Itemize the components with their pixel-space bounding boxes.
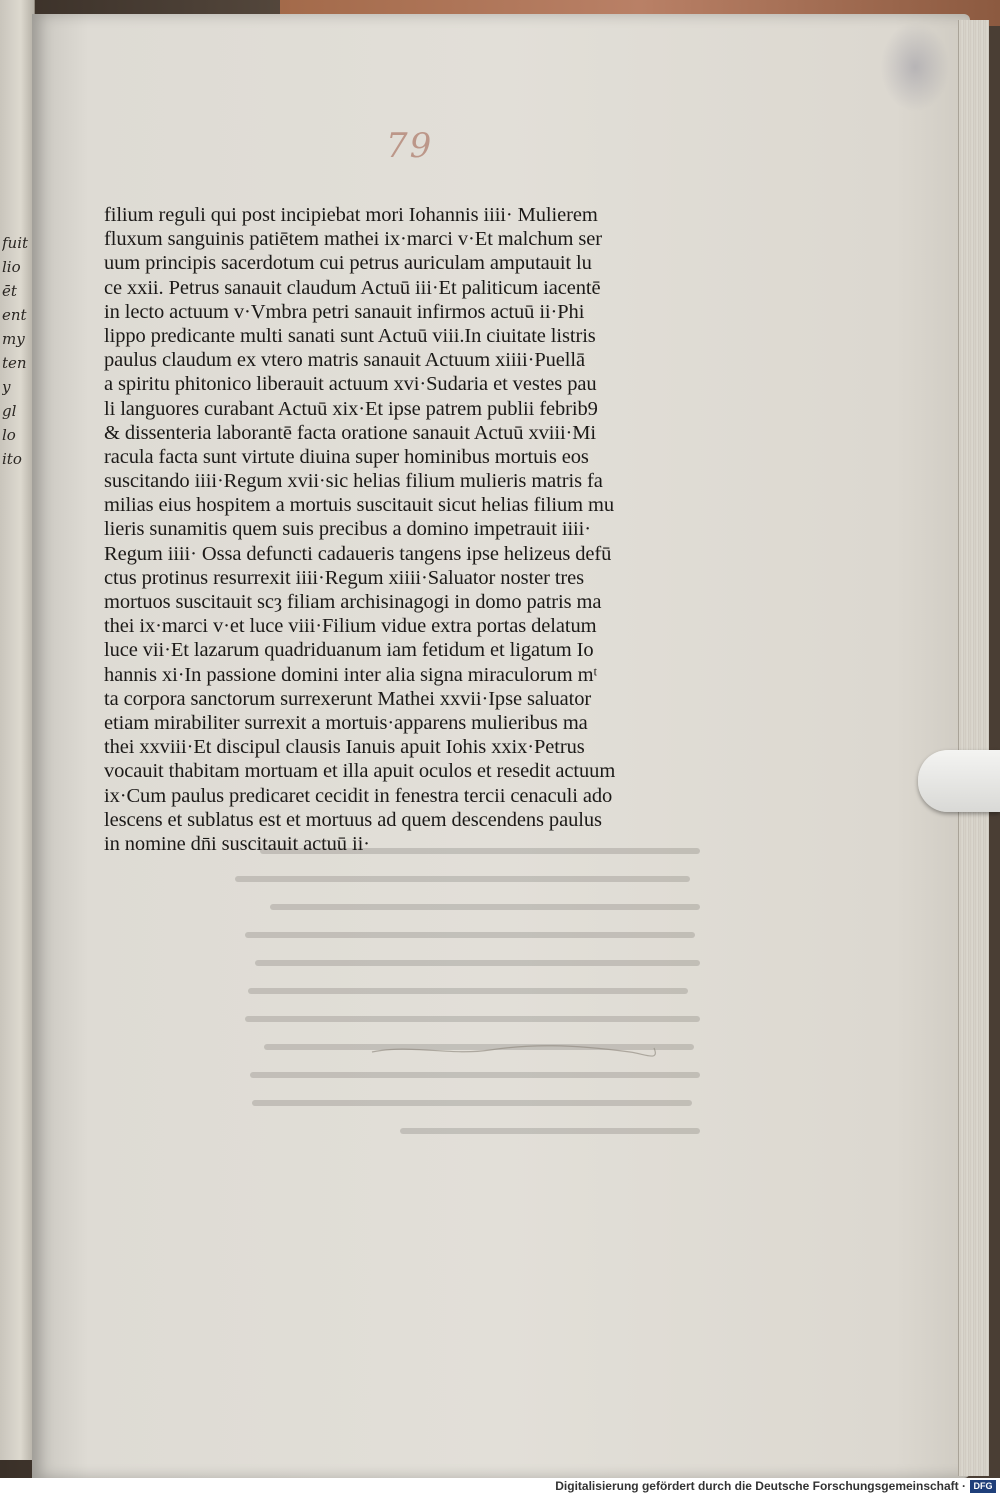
margin-fragment: ten (2, 354, 27, 372)
text-line: hannis xi·In passione domini inter alia signa miraculorum mᵗ (104, 663, 598, 686)
ghost-line (400, 1128, 700, 1134)
ghost-line (245, 1016, 700, 1022)
text-line: thei xxviii·Et discipul clausis Ianuis apuit Iohis xxix·Petrus (104, 736, 585, 759)
text-line: luce vii·Et lazarum quadriduanum iam fetidum et ligatum Io (104, 639, 594, 662)
text-line: racula facta sunt virtute diuina super hominibus mortuis eos (104, 445, 589, 468)
text-line: ix·Cum paulus predicaret cecidit in fenestra tercii cenaculi ado (104, 784, 613, 807)
text-line: filium reguli qui post incipiebat mori Iohannis iiii· Mulierem (104, 204, 598, 226)
funding-credit: Digitalisierung gefördert durch die Deutsche Forschungsgemeinschaft · (555, 1479, 966, 1493)
text-line: paulus claudum ex vtero matris sanauit Actuum xiiii·Puellā (104, 349, 585, 372)
text-line: fluxum sanguinis patiētem mathei ix·marci v·Et malchum ser (104, 228, 603, 251)
page-stack-edge (958, 20, 989, 1476)
text-line: mortuos suscitauit scȝ filiam archisinagogi in domo patris ma (104, 591, 602, 613)
pencil-squiggle (370, 1034, 670, 1064)
show-through-texture (230, 840, 700, 1140)
reverse-show-through (230, 840, 700, 1144)
ghost-line (235, 876, 690, 882)
text-line: lippo predicante multi sanati sunt Actuū viii.In ciuitate listris (104, 324, 596, 347)
text-line: in nomine dn̄i suscitauit actuū ii· (104, 832, 370, 855)
dfg-logo: DFG (970, 1480, 996, 1493)
margin-fragment: ēt (2, 282, 17, 300)
text-line: & dissenteria laborantē facta oratione sanauit Actuū xviii·Mi (104, 421, 597, 444)
text-line: in lecto actuum v·Vmbra petri sanauit infirmos actuū ii·Phi (104, 300, 585, 323)
bookmark-tab (918, 750, 1000, 812)
ghost-line (270, 904, 700, 910)
ghost-line (248, 988, 688, 994)
text-line: li languores curabant Actuū xix·Et ipse patrem publii febrib9 (104, 397, 598, 420)
text-line: vocauit thabitam mortuam et illa apuit oculos et resedit actuum (104, 760, 616, 783)
margin-fragment: my (2, 330, 25, 348)
text-line: ta corpora sanctorum surrexerunt Mathei xxvii·Ipse saluator (104, 687, 592, 710)
ghost-line (255, 960, 700, 966)
margin-fragment: ito (2, 450, 22, 468)
margin-fragment: gl (2, 402, 17, 420)
ghost-line (245, 932, 695, 938)
previous-page-edge (0, 0, 35, 1460)
text-line: uum principis sacerdotum cui petrus auriculam amputauit lu (104, 252, 592, 275)
text-line: ce xxii. Petrus sanauit claudum Actuū iii·Et paliticum iacentē (104, 276, 601, 299)
margin-fragment: ent (2, 306, 27, 324)
handwritten-folio-number: 79 (386, 126, 434, 166)
text-line: Regum iiii· Ossa defuncti cadaueris tangens ipse helizeus defū (104, 542, 612, 565)
text-line: suscitando iiii·Regum xvii·sic helias filium mulieris matris fa (104, 470, 603, 493)
margin-fragment: lio (2, 258, 21, 276)
text-line: lieris sunamitis quem suis precibus a domino impetrauit iiii· (104, 518, 591, 541)
text-line: etiam mirabiliter surrexit a mortuis·apparens mulieribus ma (104, 711, 588, 734)
text-line: lescens et sublatus est et mortuus ad quem descendens paulus (104, 808, 602, 831)
text-line: a spiritu phitonico liberauit actuum xvi·Sudaria et vestes pau (104, 373, 597, 396)
printed-text-block (104, 203, 674, 856)
text-line: milias eius hospitem a mortuis suscitauit sicut helias filium mu (104, 494, 615, 517)
margin-fragment: lo (2, 426, 16, 444)
text-line: ctus protinus resurrexit iiii·Regum xiiii·Saluator noster tres (104, 566, 585, 589)
text-line: thei ix·marci v·et luce viii·Filium vidue extra portas delatum (104, 615, 597, 638)
footer-banner (0, 1478, 1000, 1496)
margin-fragment: y (2, 378, 11, 396)
margin-fragment: fuit (2, 234, 29, 252)
page-stain (880, 22, 950, 112)
ghost-line (252, 1100, 692, 1106)
ghost-line (260, 848, 700, 854)
ghost-line (250, 1072, 700, 1078)
